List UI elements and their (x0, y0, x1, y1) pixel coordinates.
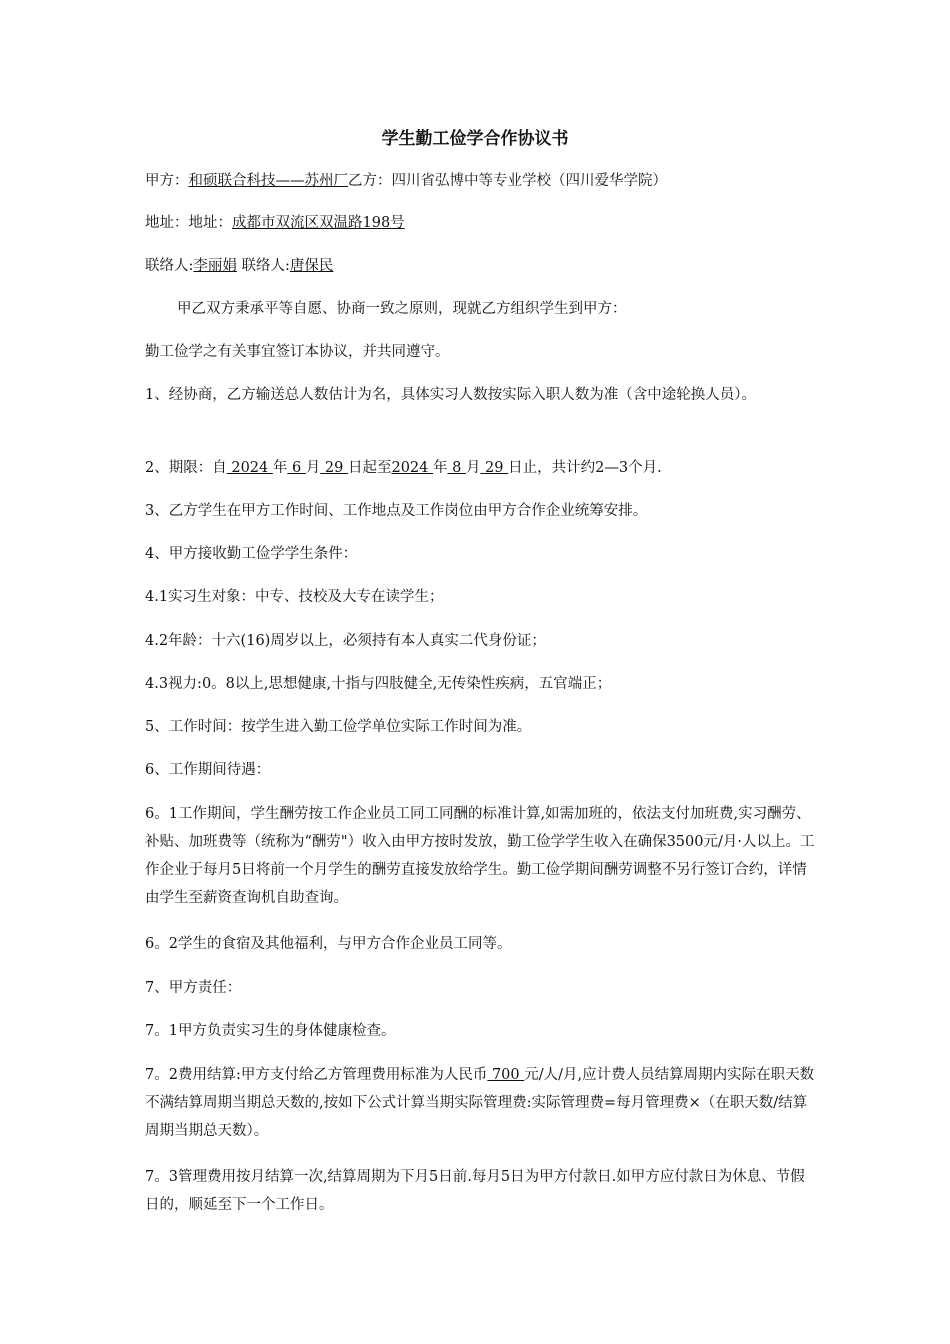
clause-7-2-text: 7。2费用结算:甲方支付给乙方管理费用标准为人民币 (145, 1067, 488, 1083)
clause-2-text: 日起至 (347, 460, 392, 476)
clause-2-text: 日止，共计约2—3个月. (508, 460, 662, 476)
party-a-label: 甲方： (145, 173, 189, 189)
clause-2-text: 年 (272, 460, 288, 476)
address-label: 地址：地址： (145, 215, 232, 231)
end-year: 2024 (391, 460, 433, 476)
clause-2-text: 2、期限：自 (145, 460, 227, 476)
contact-label-a: 联络人: (145, 258, 194, 274)
clause-5: 5、工作时间：按学生进入勤工俭学单位实际工作时间为准。 (145, 719, 532, 735)
end-day: 29 (480, 460, 509, 476)
address-value: 成都市双流区双温路198号 (232, 215, 405, 231)
clause-4-2: 4.2年龄：十六(16)周岁以上，必须持有本人真实二代身份证； (145, 633, 546, 649)
clause-3: 3、乙方学生在甲方工作时间、工作地点及工作岗位由甲方合作企业统筹安排。 (145, 503, 648, 519)
contact-label-b: 联络人: (236, 258, 290, 274)
end-month: 8 (447, 460, 466, 476)
clause-7-2-text: 元/人/月,应计费人员结算周期内实际在职天数不满结算周期当期总天数的,按如下公式计算当期实际管理费:实际管理费=每月管理费×（在职天数/结算周期当期总天数）。 (145, 1067, 815, 1139)
contact-b: 唐保民 (289, 258, 334, 274)
start-month: 6 (287, 460, 306, 476)
clause-7-1: 7。1甲方负责实习生的身体健康检查。 (145, 1023, 396, 1039)
clause-7-3: 7。3管理费用按月结算一次,结算周期为下月5日前.每月5日为甲方付款日.如甲方应付款日为休息、节假日的，顺延至下一个工作日。 (145, 1169, 805, 1213)
clause-6: 6、工作期间待遇： (145, 762, 271, 778)
start-day: 29 (320, 460, 348, 476)
clause-6-2: 6。2学生的食宿及其他福利，与甲方合作企业员工同等。 (145, 936, 512, 952)
party-a-name: 和硕联合科技——苏州厂 (188, 173, 348, 189)
contact-a: 李丽娟 (193, 258, 237, 274)
contact-line (145, 252, 815, 280)
clause-4-1: 4.1实习生对象：中专、技校及大专在读学生； (145, 589, 444, 605)
document-title: 学生勤工俭学合作协议书 (381, 129, 569, 149)
start-year: 2024 (226, 460, 273, 476)
clause-4: 4、甲方接收勤工俭学学生条件： (145, 546, 358, 562)
clause-7-2 (145, 1061, 815, 1145)
clause-7: 7、甲方责任： (145, 980, 242, 996)
clause-2 (145, 454, 815, 482)
party-line (145, 167, 815, 195)
intro-line-1: 甲乙双方秉承平等自愿、协商一致之原则，现就乙方组织学生到甲方： (177, 301, 627, 317)
address-line (145, 209, 815, 237)
intro-line-2: 勤工俭学之有关事宜签订本协议，并共同遵守。 (145, 344, 450, 360)
clause-2-text: 月 (465, 460, 481, 476)
clause-6-1: 6。1工作期间，学生酬劳按工作企业员工同工同酬的标准计算,如需加班的，依法支付加班费,实习酬劳、补贴、加班费等（统称为“酬劳"）收入由甲方按时发放，勤工俭学学生收入在确保3500元/月·人以上。工作企业于每月5日将前一个月学生的酬劳直接发放给学生。勤工俭学期间酬劳调整不另行签订合约，详情由学生至薪资查询机自助查询。 (145, 806, 815, 906)
party-b-label: 乙方：四川省弘博中等专业学校（四川爱华学院） (348, 173, 667, 189)
clause-2-text: 年 (433, 460, 448, 476)
clause-2-text: 月 (305, 460, 321, 476)
clause-4-3: 4.3视力:0。8以上,思想健康,十指与四肢健全,无传染性疾病，五官端正； (145, 676, 612, 692)
clause-1: 1、经协商，乙方输送总人数估计为名，具体实习人数按实际入职人数为准（含中途轮换人员）。 (145, 387, 756, 403)
management-fee: 700 (487, 1067, 525, 1083)
